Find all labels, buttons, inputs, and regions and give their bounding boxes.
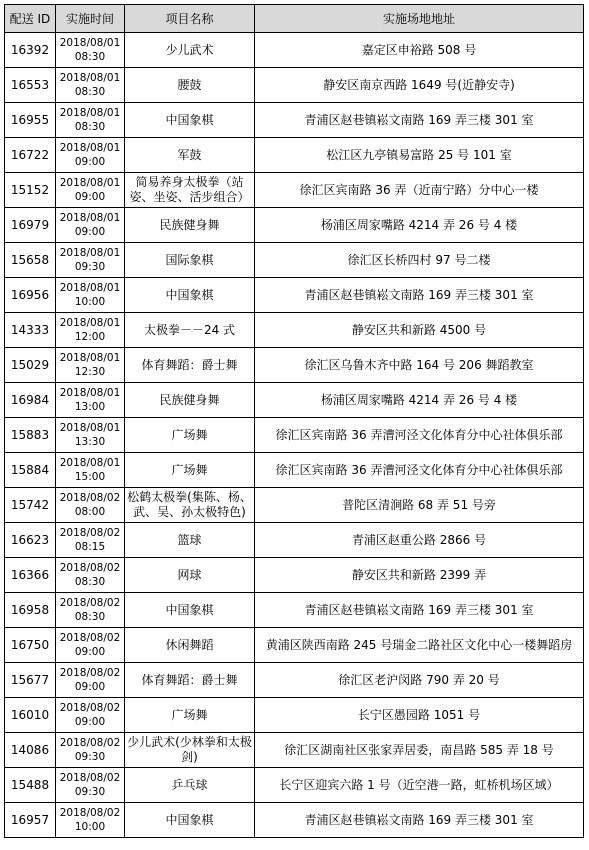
cell-date: 2018/08/01 — [59, 212, 121, 224]
cell-address: 黄浦区陕西南路 245 号瑞金二路社区文化中心一楼舞蹈房 — [255, 628, 584, 663]
cell-id: 14086 — [5, 733, 56, 768]
cell-project-name: 广场舞 — [125, 418, 255, 453]
cell-clock: 10:00 — [74, 296, 106, 308]
table-row — [5, 698, 584, 733]
cell-id: 16984 — [5, 383, 56, 418]
cell-project-name: 松鹤太极拳(集陈、杨、武、吴、孙太极特色) — [125, 488, 255, 523]
cell-address: 静安区共和新路 2399 弄 — [255, 558, 584, 593]
cell-date: 2018/08/01 — [59, 107, 121, 119]
cell-date: 2018/08/02 — [59, 632, 121, 644]
cell-date: 2018/08/01 — [59, 37, 121, 49]
cell-clock: 08:15 — [74, 541, 106, 553]
cell-project-name: 网球 — [125, 558, 255, 593]
cell-date: 2018/08/01 — [59, 352, 121, 364]
cell-time — [56, 663, 125, 698]
cell-project-name: 国际象棋 — [125, 243, 255, 278]
header-id: 配送 ID — [5, 5, 56, 33]
cell-project-name: 少儿武术 — [125, 33, 255, 68]
table-row — [5, 418, 584, 453]
cell-address: 松江区九亭镇易富路 25 号 101 室 — [255, 138, 584, 173]
cell-id: 15029 — [5, 348, 56, 383]
cell-address: 杨浦区周家嘴路 4214 弄 26 号 4 楼 — [255, 208, 584, 243]
cell-project-name: 腰鼓 — [125, 68, 255, 103]
cell-id: 16722 — [5, 138, 56, 173]
cell-project-name: 广场舞 — [125, 453, 255, 488]
cell-id: 15884 — [5, 453, 56, 488]
cell-clock: 08:30 — [74, 51, 106, 63]
cell-address: 徐汇区宾南路 36 弄漕河泾文化体育分中心社体俱乐部 — [255, 418, 584, 453]
cell-clock: 09:00 — [74, 156, 106, 168]
header-time: 实施时间 — [56, 5, 125, 33]
cell-address: 徐汇区长桥四村 97 号二楼 — [255, 243, 584, 278]
cell-clock: 09:30 — [74, 786, 106, 798]
table-row — [5, 173, 584, 208]
table-row — [5, 593, 584, 628]
table-row — [5, 103, 584, 138]
cell-project-name: 中国象棋 — [125, 593, 255, 628]
cell-time — [56, 33, 125, 68]
cell-address: 长宁区迎宾六路 1 号（近空港一路，虹桥机场区域） — [255, 768, 584, 803]
cell-time — [56, 68, 125, 103]
cell-date: 2018/08/02 — [59, 772, 121, 784]
cell-project-name: 广场舞 — [125, 698, 255, 733]
cell-id: 16979 — [5, 208, 56, 243]
cell-date: 2018/08/01 — [59, 72, 121, 84]
cell-date: 2018/08/01 — [59, 247, 121, 259]
cell-address: 静安区南京西路 1649 号(近静安寺) — [255, 68, 584, 103]
cell-date: 2018/08/01 — [59, 422, 121, 434]
cell-id: 16010 — [5, 698, 56, 733]
cell-clock: 09:30 — [74, 261, 106, 273]
cell-date: 2018/08/02 — [59, 737, 121, 749]
cell-clock: 09:00 — [74, 716, 106, 728]
cell-address: 徐汇区乌鲁木齐中路 164 号 206 舞蹈教室 — [255, 348, 584, 383]
cell-date: 2018/08/02 — [59, 562, 121, 574]
cell-id: 15677 — [5, 663, 56, 698]
cell-date: 2018/08/01 — [59, 177, 121, 189]
cell-clock: 13:00 — [74, 401, 106, 413]
cell-id: 15152 — [5, 173, 56, 208]
cell-project-name: 体育舞蹈：爵士舞 — [125, 348, 255, 383]
cell-address: 徐汇区湖南社区张家弄居委，南昌路 585 弄 18 号 — [255, 733, 584, 768]
cell-time — [56, 138, 125, 173]
cell-time — [56, 733, 125, 768]
cell-address: 青浦区赵巷镇崧文南路 169 弄三楼 301 室 — [255, 278, 584, 313]
cell-id: 16955 — [5, 103, 56, 138]
cell-address: 青浦区赵巷镇崧文南路 169 弄三楼 301 室 — [255, 103, 584, 138]
cell-project-name: 民族健身舞 — [125, 383, 255, 418]
cell-address: 静安区共和新路 4500 号 — [255, 313, 584, 348]
cell-id: 16623 — [5, 523, 56, 558]
cell-address: 长宁区愚园路 1051 号 — [255, 698, 584, 733]
cell-date: 2018/08/02 — [59, 492, 121, 504]
cell-id: 14333 — [5, 313, 56, 348]
cell-date: 2018/08/02 — [59, 807, 121, 819]
cell-project-name: 中国象棋 — [125, 278, 255, 313]
cell-address: 青浦区赵巷镇崧文南路 169 弄三楼 301 室 — [255, 803, 584, 838]
table-row — [5, 278, 584, 313]
cell-project-name: 篮球 — [125, 523, 255, 558]
cell-clock: 15:00 — [74, 471, 106, 483]
cell-id: 16957 — [5, 803, 56, 838]
cell-clock: 09:00 — [74, 191, 106, 203]
cell-date: 2018/08/01 — [59, 457, 121, 469]
table-row — [5, 208, 584, 243]
cell-clock: 09:00 — [74, 646, 106, 658]
cell-address: 青浦区赵重公路 2866 号 — [255, 523, 584, 558]
header-row — [5, 5, 584, 33]
cell-clock: 12:30 — [74, 366, 106, 378]
cell-time — [56, 523, 125, 558]
table-row — [5, 558, 584, 593]
cell-id: 15883 — [5, 418, 56, 453]
cell-date: 2018/08/02 — [59, 667, 121, 679]
cell-project-name: 乒乓球 — [125, 768, 255, 803]
cell-clock: 08:00 — [74, 506, 106, 518]
cell-time — [56, 558, 125, 593]
table-row — [5, 33, 584, 68]
header-address: 实施场地地址 — [255, 5, 584, 33]
cell-time — [56, 103, 125, 138]
cell-time — [56, 453, 125, 488]
cell-clock: 08:30 — [74, 611, 106, 623]
cell-date: 2018/08/01 — [59, 317, 121, 329]
cell-project-name: 少儿武术(少林拳和太极剑) — [125, 733, 255, 768]
cell-address: 徐汇区老沪闵路 790 弄 20 号 — [255, 663, 584, 698]
table-row — [5, 803, 584, 838]
table-row — [5, 68, 584, 103]
table-row — [5, 313, 584, 348]
cell-time — [56, 313, 125, 348]
cell-time — [56, 698, 125, 733]
table-row — [5, 768, 584, 803]
cell-date: 2018/08/02 — [59, 597, 121, 609]
table-row — [5, 383, 584, 418]
cell-date: 2018/08/01 — [59, 282, 121, 294]
cell-date: 2018/08/01 — [59, 142, 121, 154]
cell-time — [56, 383, 125, 418]
table-row — [5, 663, 584, 698]
cell-clock: 08:30 — [74, 576, 106, 588]
cell-clock: 13:30 — [74, 436, 106, 448]
cell-project-name: 简易养身太极拳（站姿、坐姿、活步组合） — [125, 173, 255, 208]
cell-id: 16956 — [5, 278, 56, 313]
cell-clock: 08:30 — [74, 121, 106, 133]
cell-clock: 10:00 — [74, 821, 106, 833]
cell-id: 16392 — [5, 33, 56, 68]
cell-time — [56, 348, 125, 383]
table-row — [5, 138, 584, 173]
cell-id: 15488 — [5, 768, 56, 803]
table-row — [5, 523, 584, 558]
cell-id: 16366 — [5, 558, 56, 593]
cell-project-name: 体育舞蹈：爵士舞 — [125, 663, 255, 698]
table-body — [5, 33, 584, 838]
cell-project-name: 中国象棋 — [125, 803, 255, 838]
table-row — [5, 243, 584, 278]
cell-project-name: 军鼓 — [125, 138, 255, 173]
cell-clock: 08:30 — [74, 86, 106, 98]
cell-date: 2018/08/02 — [59, 702, 121, 714]
cell-project-name: 休闲舞蹈 — [125, 628, 255, 663]
cell-address: 徐汇区宾南路 36 弄漕河泾文化体育分中心社体俱乐部 — [255, 453, 584, 488]
table-row — [5, 733, 584, 768]
table-row — [5, 628, 584, 663]
cell-time — [56, 803, 125, 838]
cell-address: 杨浦区周家嘴路 4214 弄 26 号 4 楼 — [255, 383, 584, 418]
cell-address: 青浦区赵巷镇崧文南路 169 弄三楼 301 室 — [255, 593, 584, 628]
cell-date: 2018/08/02 — [59, 527, 121, 539]
cell-clock: 09:30 — [74, 751, 106, 763]
table-row — [5, 453, 584, 488]
cell-address: 普陀区清涧路 68 弄 51 号旁 — [255, 488, 584, 523]
cell-id: 16750 — [5, 628, 56, 663]
cell-id: 16553 — [5, 68, 56, 103]
cell-clock: 12:00 — [74, 331, 106, 343]
cell-time — [56, 278, 125, 313]
table-row — [5, 348, 584, 383]
cell-project-name: 太极拳－－24 式 — [125, 313, 255, 348]
cell-time — [56, 243, 125, 278]
cell-address: 徐汇区宾南路 36 弄（近南宁路）分中心一楼 — [255, 173, 584, 208]
cell-time — [56, 173, 125, 208]
cell-id: 16958 — [5, 593, 56, 628]
cell-id: 15658 — [5, 243, 56, 278]
cell-time — [56, 768, 125, 803]
cell-id: 15742 — [5, 488, 56, 523]
cell-time — [56, 593, 125, 628]
cell-time — [56, 488, 125, 523]
table-row — [5, 488, 584, 523]
cell-address: 嘉定区申裕路 508 号 — [255, 33, 584, 68]
cell-clock: 09:00 — [74, 226, 106, 238]
header-name: 项目名称 — [125, 5, 255, 33]
cell-clock: 09:00 — [74, 681, 106, 693]
schedule-table — [4, 4, 584, 838]
cell-project-name: 民族健身舞 — [125, 208, 255, 243]
cell-date: 2018/08/01 — [59, 387, 121, 399]
cell-time — [56, 208, 125, 243]
cell-project-name: 中国象棋 — [125, 103, 255, 138]
cell-time — [56, 418, 125, 453]
cell-time — [56, 628, 125, 663]
